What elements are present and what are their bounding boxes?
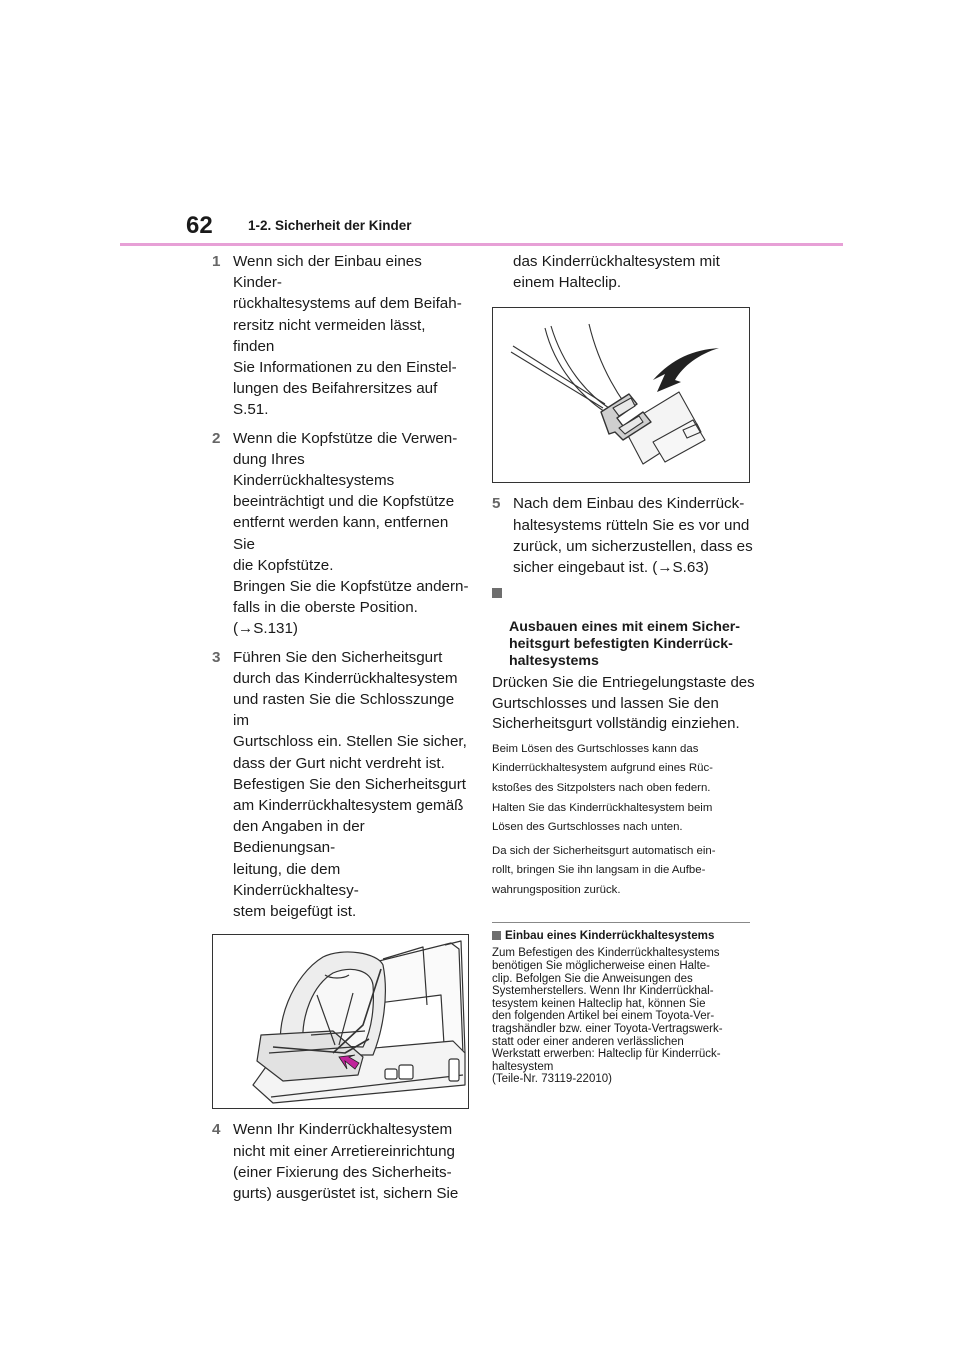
- page-number: 62: [186, 212, 213, 239]
- step-number: 3: [212, 648, 221, 666]
- square-bullet-icon: [492, 588, 502, 598]
- step-3: [212, 647, 470, 923]
- step-text: Wenn Ihr Kinderrückhaltesystem nicht mit einer Arretiereinrichtung (einer Fixierung des Sicherheits- gurts) ausgerüstet ist, sichern Sie: [233, 1121, 459, 1202]
- step-text: Wenn die Kopfstütze die Verwen- dung Ihres Kinderrückhaltesystems beeinträchtigt und die Kopfstütze entfernt werden kann, entfernen Sie die Kopfstütze. Bringen Sie die Kopfstütze andern- falls in die oberste Position. (→S.131): [233, 429, 469, 638]
- child-seat-drawing: [213, 935, 468, 1108]
- child-seat-illustration: [212, 934, 469, 1109]
- locking-clip-drawing: [493, 308, 749, 482]
- step-number: 1: [212, 253, 221, 270]
- step-number: 5: [492, 495, 501, 513]
- section-title: 1-2. Sicherheit der Kinder: [248, 218, 412, 233]
- step-5: [492, 493, 758, 578]
- left-column: [212, 251, 470, 1211]
- step-text: Führen Sie den Sicherheitsgurt durch das Kinderrückhaltesystem und rasten Sie die Schlosszunge im Gurtschloss ein. Stellen Sie sicher, dass der Gurt nicht verdreht ist. Befestigen Sie den Sicherheitsgurt am Kinderrückhaltesystem gemäß den Angaben in der Bedienungsan- leitung, die dem Kinderrückhaltesy- stem beigefügt ist.: [233, 648, 467, 921]
- note-divider: [492, 922, 750, 923]
- removal-heading: [492, 585, 758, 670]
- installation-note-body: Zum Befestigen des Kinderrückhaltesystems benötigen Sie möglicherweise einen Halte- clip. Befolgen Sie die Anweisungen des Systemherstellers. Wenn Ihr Kinderrückhal- tesystem keinen Halteclip hat, können Sie den folgenden Artikel bei einem Toyota-Ver- tragshändler bzw. einer Toyota-Vertragswerk- statt oder einer anderen verlässlichen Werkstatt erwerben: Halteclip für Kinderrück- haltesystem (Teile-Nr. 73119-22010): [492, 947, 723, 1086]
- removal-body: Drücken Sie die Entriegelungstaste des Gurtschlosses und lassen Sie den Sicherheitsgurt vollständig einziehen.: [492, 674, 755, 733]
- locking-clip-illustration: [492, 307, 750, 483]
- header-rule: [120, 243, 843, 246]
- step-4: [212, 1119, 470, 1204]
- removal-note-1: Beim Lösen des Gurtschlosses kann das Kinderrückhaltesystem aufgrund eines Rüc- kstoßes des Sitzpolsters nach oben federn. Halten Sie das Kinderrückhaltesystem beim Lösen des Gurtschlosses nach unten.: [492, 742, 713, 834]
- step-number: 4: [212, 1121, 221, 1139]
- step-2: [212, 428, 470, 640]
- step-4-continued: das Kinderrückhaltesystem mit einem Halteclip.: [513, 253, 720, 292]
- installation-note-heading-text: Einbau eines Kinderrückhaltesystems: [505, 929, 715, 943]
- step-number: 2: [212, 429, 221, 447]
- removal-heading-text: Ausbauen eines mit einem Sicher- heitsgurt befestigten Kinderrück- haltesystems: [509, 619, 741, 670]
- square-bullet-icon: [492, 931, 501, 940]
- step-text: Wenn sich der Einbau eines Kinder- rückhaltesystems auf dem Beifah- rersitz nicht vermeiden lässt, finden Sie Informationen zu den Einstel- lungen des Beifahrersitzes auf S.51.: [233, 253, 462, 419]
- step-1: [212, 251, 470, 421]
- right-column: [492, 251, 758, 1086]
- removal-note-2: Da sich der Sicherheitsgurt automatisch ein- rollt, bringen Sie ihn langsam in die Aufbe- wahrungsposition zurück.: [492, 844, 716, 896]
- installation-note-heading: [492, 928, 758, 944]
- step-text: Nach dem Einbau des Kinderrück- haltesystems rütteln Sie es vor und zurück, um sicherzustellen, dass es sicher eingebaut ist. (→S.63): [513, 495, 753, 577]
